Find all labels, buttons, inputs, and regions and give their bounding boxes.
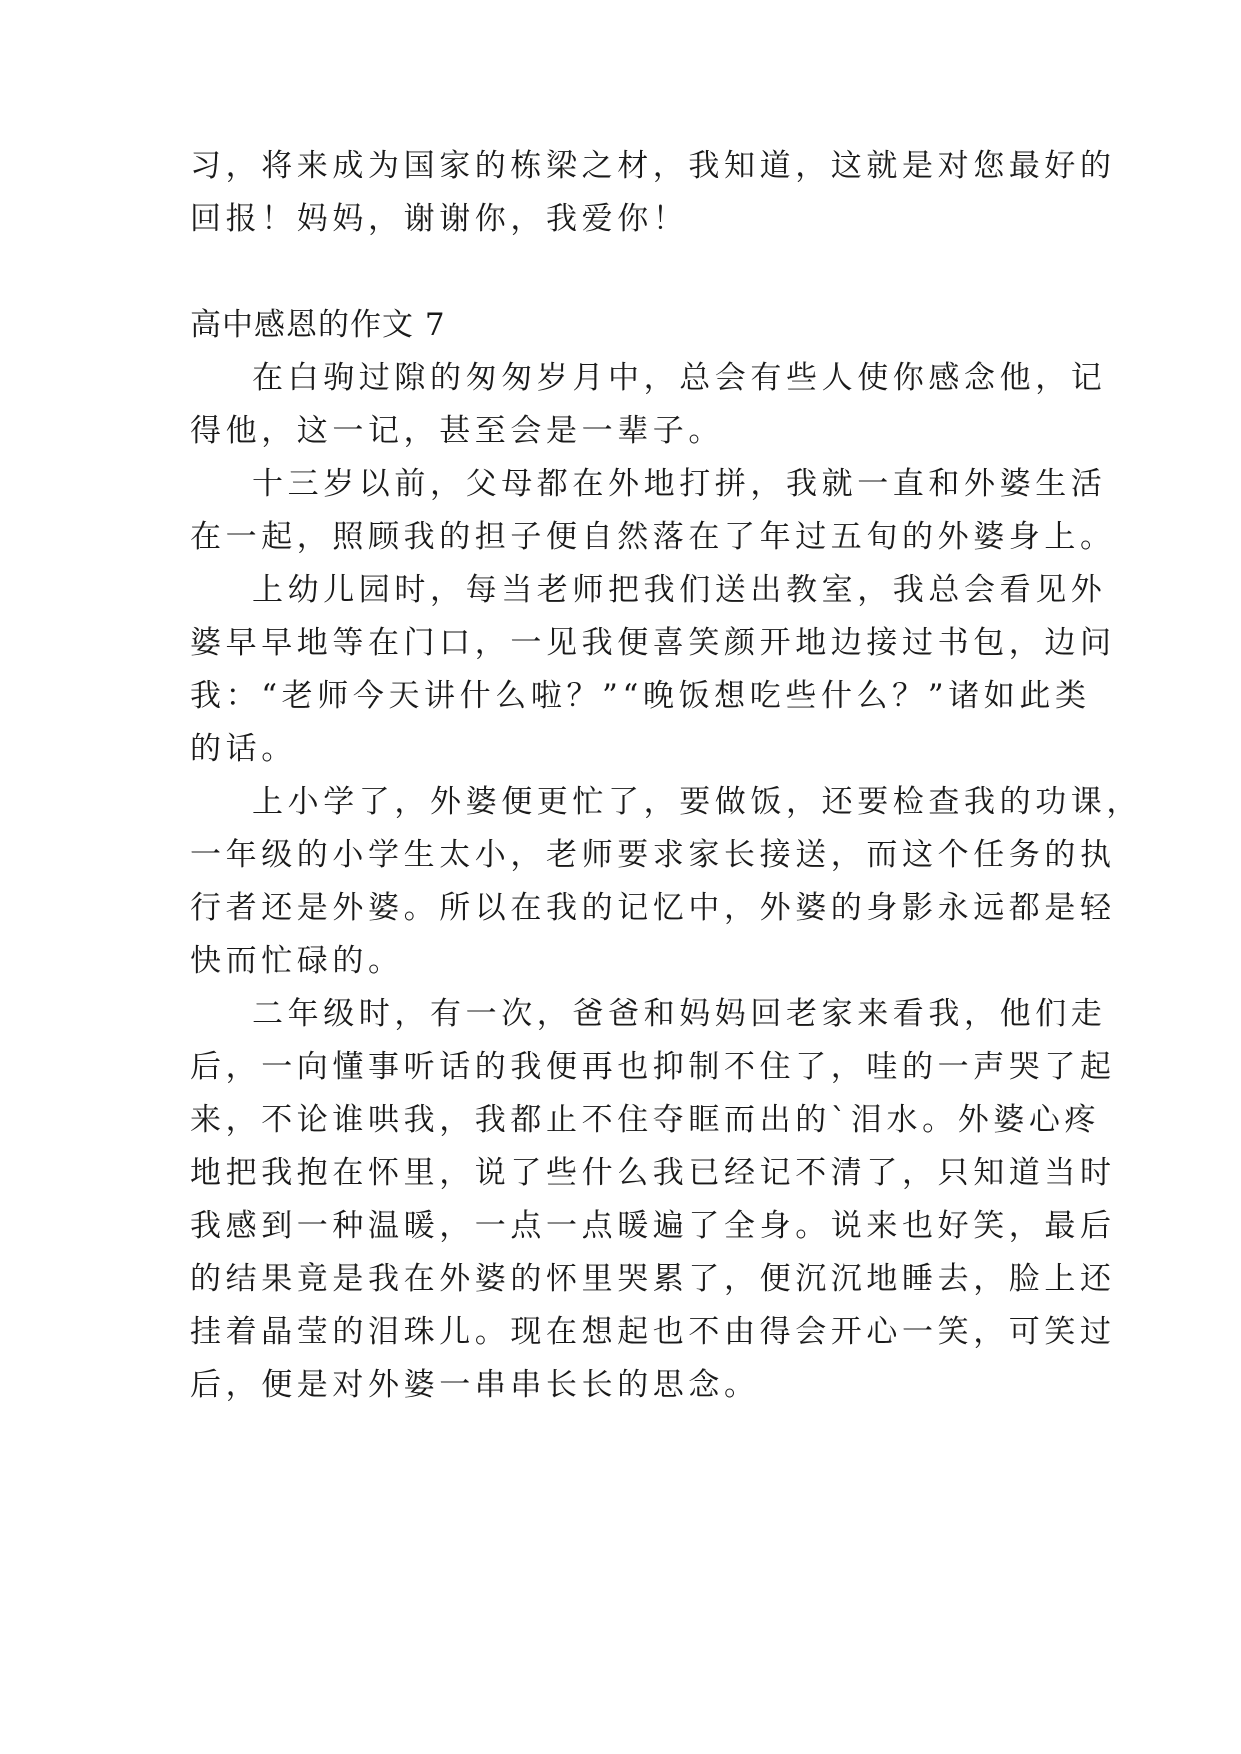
text-line: 二年级时，有一次，爸爸和妈妈回老家来看我，他们走 bbox=[252, 996, 1107, 1032]
text-line: 行者还是外婆。所以在我的记忆中，外婆的身影永远都是轻 bbox=[190, 890, 1116, 926]
section-title: 高中感恩的作文 7 bbox=[190, 307, 446, 343]
text-line: 后，便是对外婆一串串长长的思念。 bbox=[190, 1367, 760, 1403]
text-line: 习，将来成为国家的栋梁之材，我知道，这就是对您最好的 bbox=[190, 148, 1116, 184]
text-line: 在白驹过隙的匆匆岁月中，总会有些人使你感念他，记 bbox=[252, 360, 1107, 396]
text-line: 我：“老师今天讲什么啦？”“晚饭想吃些什么？”诸如此类 bbox=[190, 678, 1091, 714]
text-line: 回报！妈妈，谢谢你，我爱你！ bbox=[190, 201, 689, 237]
text-line: 挂着晶莹的泪珠儿。现在想起也不由得会开心一笑，可笑过 bbox=[190, 1314, 1116, 1350]
text-line: 十三岁以前，父母都在外地打拼，我就一直和外婆生活 bbox=[252, 466, 1107, 502]
text-line: 地把我抱在怀里，说了些什么我已经记不清了，只知道当时 bbox=[190, 1155, 1116, 1191]
text-line: 上小学了，外婆便更忙了，要做饭，还要检查我的功课， bbox=[252, 784, 1142, 820]
text-line: 来，不论谁哄我，我都止不住夺眶而出的`泪水。外婆心疼 bbox=[190, 1102, 1101, 1138]
text-line: 得他，这一记，甚至会是一辈子。 bbox=[190, 413, 724, 449]
text-line: 一年级的小学生太小，老师要求家长接送，而这个任务的执 bbox=[190, 837, 1116, 873]
text-line: 婆早早地等在门口，一见我便喜笑颜开地边接过书包，边问 bbox=[190, 625, 1116, 661]
text-line: 上幼儿园时，每当老师把我们送出教室，我总会看见外 bbox=[252, 572, 1107, 608]
text-line: 在一起，照顾我的担子便自然落在了年过五旬的外婆身上。 bbox=[190, 519, 1116, 555]
text-line: 的结果竟是我在外婆的怀里哭累了，便沉沉地睡去，脸上还 bbox=[190, 1261, 1116, 1297]
text-line: 我感到一种温暖，一点一点暖遍了全身。说来也好笑，最后 bbox=[190, 1208, 1116, 1244]
text-line: 的话。 bbox=[190, 731, 297, 767]
text-line: 快而忙碌的。 bbox=[190, 943, 404, 979]
text-line: 后，一向懂事听话的我便再也抑制不住了，哇的一声哭了起 bbox=[190, 1049, 1116, 1085]
